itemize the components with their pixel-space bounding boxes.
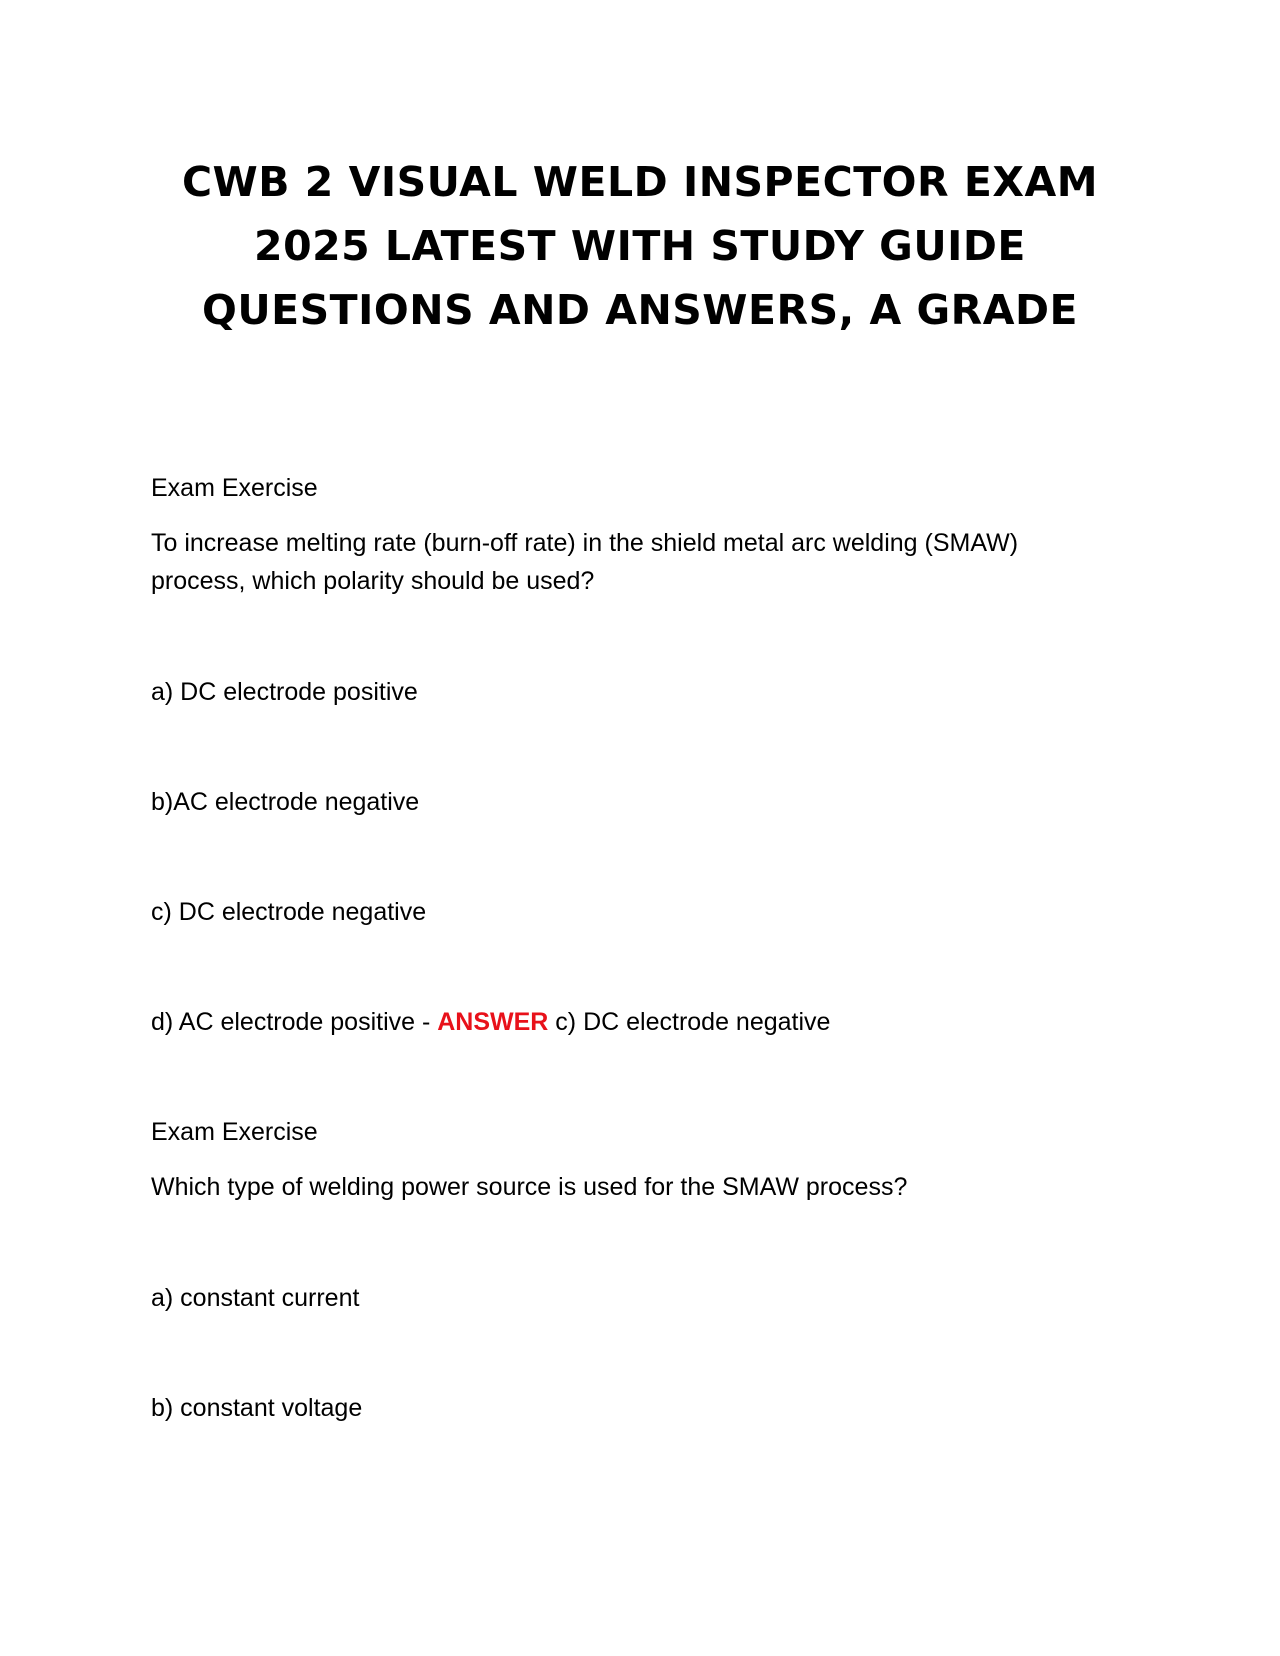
- title-line-2: 2025 LATEST WITH STUDY GUIDE: [254, 222, 1026, 270]
- exercise-1-answer-text: c) DC electrode negative: [548, 1008, 831, 1036]
- exercise-1-option-c: c) DC electrode negative: [151, 898, 427, 926]
- exercise-1-question-line-2: process, which polarity should be used?: [151, 567, 595, 595]
- answer-keyword: ANSWER: [437, 1008, 549, 1036]
- exercise-1-question-line-1: To increase melting rate (burn-off rate) in the shield metal arc welding (SMAW): [151, 529, 1019, 557]
- title-line-1: CWB 2 VISUAL WELD INSPECTOR EXAM: [181, 158, 1099, 206]
- exercise-1-option-b: b)AC electrode negative: [151, 788, 420, 816]
- title-line-3: QUESTIONS AND ANSWERS, A GRADE: [202, 286, 1078, 334]
- exercise-1-option-a: a) DC electrode positive: [151, 678, 418, 706]
- exercise-1-label: Exam Exercise: [151, 474, 318, 502]
- exercise-2-option-a: a) constant current: [151, 1284, 360, 1312]
- document-title: [140, 150, 1140, 342]
- exercise-1-option-d: d) AC electrode positive -: [151, 1008, 438, 1036]
- exercise-2-option-b: b) constant voltage: [151, 1394, 363, 1422]
- exercise-2-label: Exam Exercise: [151, 1118, 318, 1146]
- exercise-1-option-d-line: [151, 1003, 830, 1041]
- exercise-2-question: Which type of welding power source is used for the SMAW process?: [151, 1173, 908, 1201]
